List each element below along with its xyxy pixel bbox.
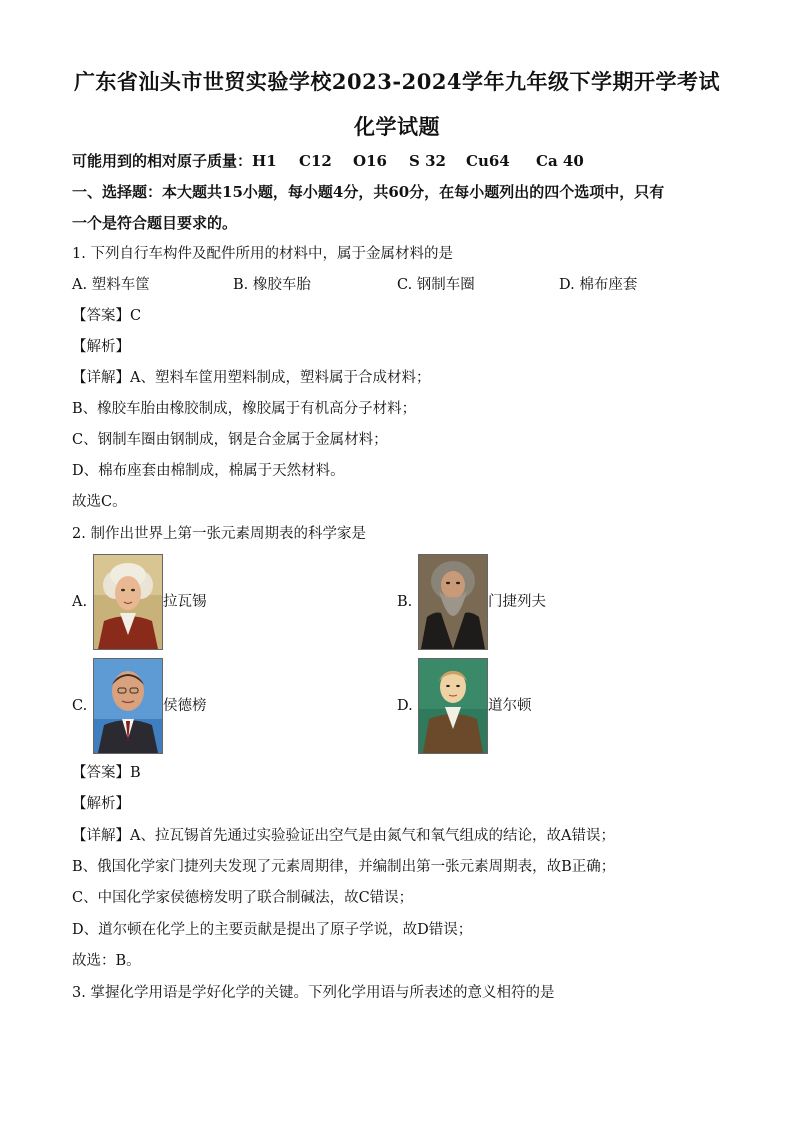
q2-option-a-name: 拉瓦锡 <box>163 594 207 610</box>
q1-option-c: C. 钢制车圈 <box>397 277 475 293</box>
q2-option-b-name: 门捷列夫 <box>488 594 546 610</box>
atomic-mass-label: 可能用到的相对原子质量： <box>72 152 253 170</box>
q1-detail-d: D、棉布座套由棉制成，棉属于天然材料。 <box>72 463 345 479</box>
q2-option-c-letter: C. <box>72 698 88 714</box>
q2-detail-c: C、中国化学家侯德榜发明了联合制碱法，故C错误； <box>72 890 414 906</box>
q2-detail-b: B、俄国化学家门捷列夫发现了元素周期律，并编制出第一张元素周期表，故B正确； <box>72 859 616 875</box>
q1-answer: 【答案】C <box>72 308 142 324</box>
q1-detail-b: B、橡胶车胎由橡胶制成，橡胶属于有机高分子材料； <box>72 401 417 417</box>
q1-option-d: D. 棉布座套 <box>559 277 638 293</box>
page-title: 广东省汕头市世贸实验学校2023-2024学年九年级下学期开学考试 <box>73 69 721 94</box>
q2-detail-a: 【详解】A、拉瓦锡首先通过实验验证出空气是由氮气和氧气组成的结论，故A错误； <box>72 828 615 844</box>
atomic-mass-c: C12 <box>299 152 332 170</box>
atomic-mass-h: H1 <box>252 152 277 170</box>
page-subtitle: 化学试题 <box>354 114 440 139</box>
q2-detail-d: D、道尔顿在化学上的主要贡献是提出了原子学说，故D错误； <box>72 922 473 938</box>
q1-conclusion: 故选C。 <box>72 494 127 510</box>
q2-option-b-letter: B. <box>397 594 413 610</box>
lavoisier-portrait <box>93 554 163 650</box>
q1-detail-a: 【详解】A、塑料车筐用塑料制成，塑料属于合成材料； <box>72 370 431 386</box>
atomic-mass-ca: Ca 40 <box>536 152 584 170</box>
atomic-mass-o: O16 <box>353 152 387 170</box>
q1-option-a: A. 塑料车筐 <box>72 277 150 293</box>
mendeleev-portrait <box>418 554 488 650</box>
q2-stem: 2. 制作出世界上第一张元素周期表的科学家是 <box>72 526 366 542</box>
section-heading-line1: 一、选择题：本大题共15小题，每小题4分，共60分，在每小题列出的四个选项中，只有 <box>72 183 665 201</box>
q2-option-c-name: 侯德榜 <box>163 698 207 714</box>
q1-analysis-label: 【解析】 <box>72 339 130 355</box>
atomic-mass-cu: Cu64 <box>466 152 510 170</box>
q1-stem: 1. 下列自行车构件及配件所用的材料中，属于金属材料的是 <box>72 246 453 262</box>
q2-conclusion: 故选：B。 <box>72 953 141 969</box>
q2-analysis-label: 【解析】 <box>72 796 130 812</box>
q2-option-d-name: 道尔顿 <box>488 698 532 714</box>
q2-answer: 【答案】B <box>72 765 141 781</box>
section-heading-line2: 一个是符合题目要求的。 <box>72 214 238 232</box>
q3-stem: 3. 掌握化学用语是学好化学的关键。下列化学用语与所表述的意义相符的是 <box>72 985 555 1001</box>
q2-option-a-letter: A. <box>72 594 88 610</box>
q2-option-d-letter: D. <box>397 698 413 714</box>
atomic-mass-line <box>72 151 584 171</box>
q1-option-b: B. 橡胶车胎 <box>233 277 311 293</box>
dalton-portrait <box>418 658 488 754</box>
q1-detail-c: C、钢制车圈由钢制成，钢是合金属于金属材料； <box>72 432 388 448</box>
hou-debang-portrait <box>93 658 163 754</box>
atomic-mass-s: S 32 <box>409 152 446 170</box>
